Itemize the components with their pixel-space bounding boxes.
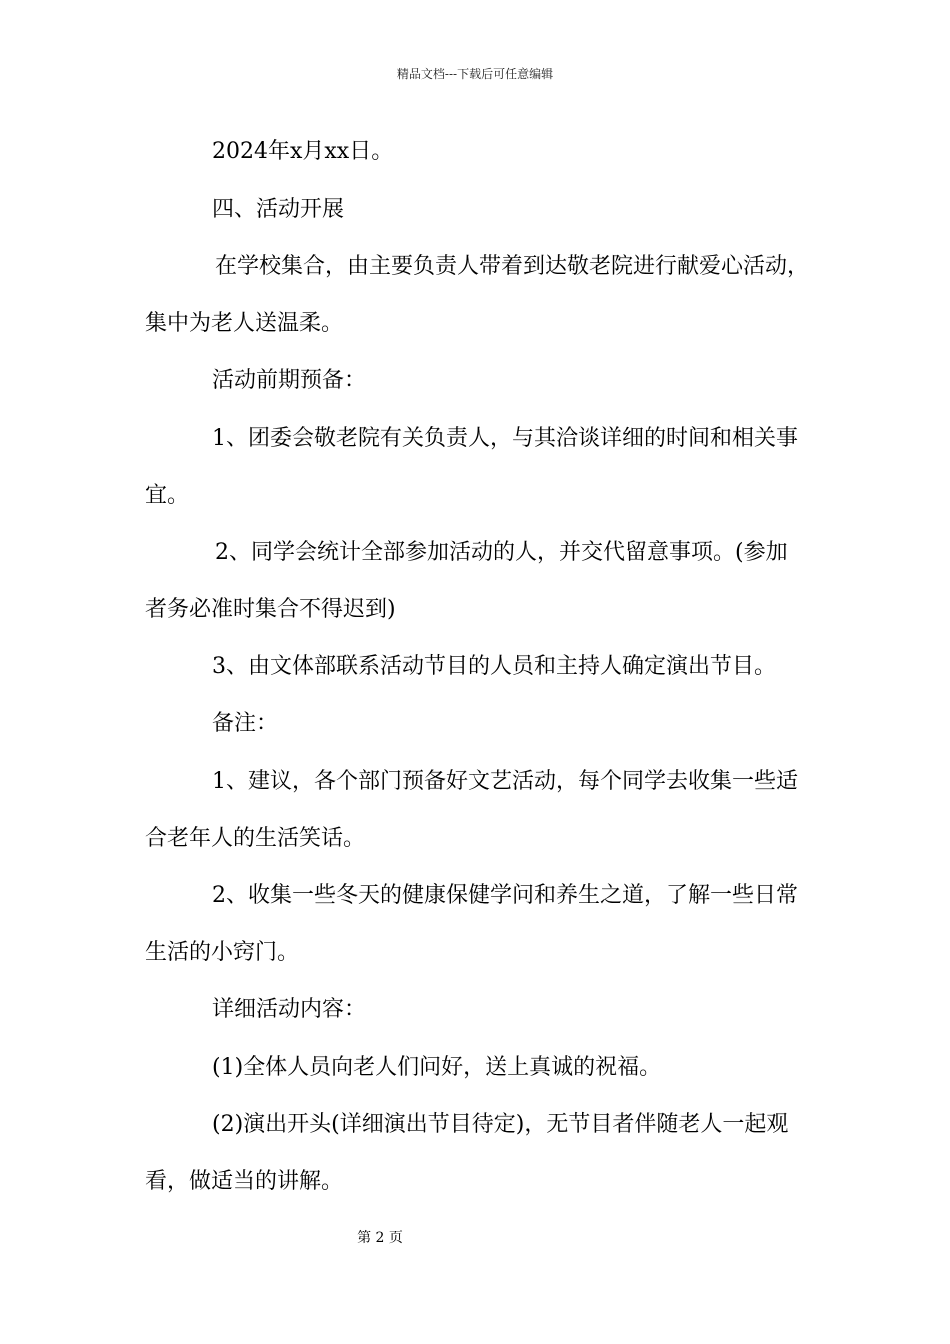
list-item-line: 宜。	[145, 483, 190, 508]
list-item-line: 3、由文体部联系活动节目的人员和主持人确定演出节目。	[212, 654, 776, 679]
date-line: 2024年x月xx日。	[212, 139, 394, 164]
page-number: 第 2 页	[357, 1230, 403, 1246]
subheading-line: 详细活动内容：	[212, 997, 367, 1022]
section-heading: 四、活动开展	[212, 197, 345, 222]
page-header: 精品文档---下载后可任意编辑	[396, 67, 554, 81]
list-item-line: 1、团委会敬老院有关负责人，与其洽谈详细的时间和相关事	[212, 426, 798, 451]
list-item-line: 2、收集一些冬天的健康保健学问和养生之道，了解一些日常	[212, 883, 798, 908]
paragraph-line: 在学校集合，由主要负责人带着到达敬老院进行献爱心活动，	[215, 254, 810, 279]
subheading-line: 活动前期预备：	[212, 368, 367, 393]
list-item-line: 生活的小窍门。	[145, 940, 300, 965]
list-item-line: 1、建议，各个部门预备好文艺活动，每个同学去收集一些适	[212, 769, 798, 794]
list-item-line: 者务必准时集合不得迟到)	[145, 597, 396, 622]
paragraph-line: 集中为老人送温柔。	[145, 311, 344, 336]
list-item-line: (2)演出开头(详细演出节目待定)，无节目者伴随老人一起观	[212, 1112, 789, 1137]
list-item-line: (1)全体人员向老人们问好，送上真诚的祝福。	[212, 1055, 662, 1080]
list-item-line: 2、同学会统计全部参加活动的人，并交代留意事项。(参加	[215, 540, 788, 565]
list-item-line: 看，做适当的讲解。	[145, 1169, 344, 1194]
list-item-line: 合老年人的生活笑话。	[145, 826, 366, 851]
subheading-line: 备注：	[212, 711, 279, 736]
